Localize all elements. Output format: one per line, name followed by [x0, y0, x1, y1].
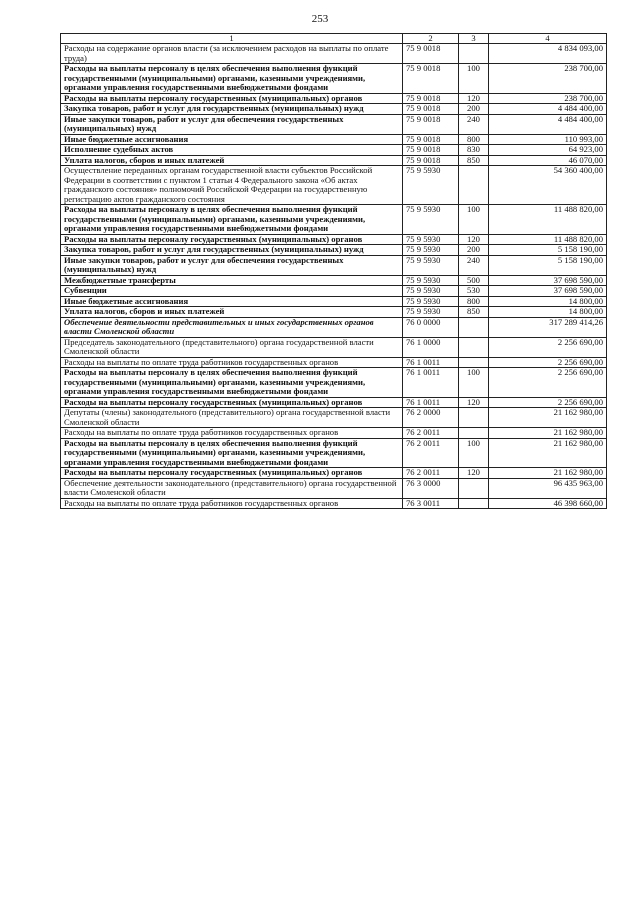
table-row [61, 166, 607, 205]
row-name: Расходы на выплаты персоналу в целях обеспечения выполнения функций государственными (муниципальными) органами, казенными учреждениями, органами управления государственными внебюджетными фондами [61, 205, 403, 235]
row-code: 75 9 5930 [403, 255, 459, 275]
table-row [61, 317, 607, 337]
table-row [61, 275, 607, 286]
row-name: Расходы на выплаты по оплате труда работников государственных органов [61, 357, 403, 368]
row-amount: 54 360 400,00 [489, 166, 607, 205]
row-vr: 830 [459, 145, 489, 156]
row-code: 76 2 0011 [403, 438, 459, 468]
row-amount: 2 256 690,00 [489, 357, 607, 368]
row-amount: 238 700,00 [489, 64, 607, 94]
row-name: Расходы на выплаты по оплате труда работников государственных органов [61, 428, 403, 439]
table-row [61, 478, 607, 498]
row-amount: 2 256 690,00 [489, 397, 607, 408]
row-amount: 14 800,00 [489, 296, 607, 307]
row-amount: 317 289 414,26 [489, 317, 607, 337]
row-code: 75 9 5930 [403, 166, 459, 205]
table-row [61, 286, 607, 297]
row-vr: 100 [459, 368, 489, 398]
row-name: Расходы на выплаты персоналу государственных (муниципальных) органов [61, 468, 403, 479]
row-name: Расходы на выплаты по оплате труда работников государственных органов [61, 498, 403, 509]
row-code: 75 9 0018 [403, 93, 459, 104]
row-code: 75 9 5930 [403, 286, 459, 297]
row-amount: 21 162 980,00 [489, 428, 607, 439]
row-vr [459, 478, 489, 498]
row-code: 76 1 0011 [403, 397, 459, 408]
row-code: 75 9 0018 [403, 44, 459, 64]
row-name: Иные бюджетные ассигнования [61, 134, 403, 145]
row-amount: 2 256 690,00 [489, 368, 607, 398]
row-code: 76 3 0011 [403, 498, 459, 509]
header-name: 1 [61, 34, 403, 44]
table-row [61, 245, 607, 256]
row-code: 75 9 0018 [403, 134, 459, 145]
row-vr [459, 44, 489, 64]
row-code: 75 9 5930 [403, 307, 459, 318]
table-row [61, 145, 607, 156]
row-name: Расходы на выплаты персоналу в целях обеспечения выполнения функций государственными (муниципальными) органами, казенными учреждениями, органами управления государственными внебюджетными фондами [61, 368, 403, 398]
row-code: 76 1 0011 [403, 357, 459, 368]
row-amount: 96 435 963,00 [489, 478, 607, 498]
row-amount: 2 256 690,00 [489, 337, 607, 357]
row-name: Обеспечение деятельности законодательного (представительного) органа государственной власти Смоленской области [61, 478, 403, 498]
row-amount: 37 698 590,00 [489, 275, 607, 286]
row-code: 75 9 0018 [403, 64, 459, 94]
row-vr [459, 428, 489, 439]
row-vr [459, 337, 489, 357]
row-code: 76 1 0000 [403, 337, 459, 357]
table-row [61, 307, 607, 318]
table-row [61, 357, 607, 368]
table-row [61, 337, 607, 357]
row-amount: 5 158 190,00 [489, 255, 607, 275]
row-code: 75 9 0018 [403, 145, 459, 156]
table-row [61, 104, 607, 115]
row-name: Иные бюджетные ассигнования [61, 296, 403, 307]
row-amount: 5 158 190,00 [489, 245, 607, 256]
table-row [61, 44, 607, 64]
row-code: 76 0 0000 [403, 317, 459, 337]
row-vr: 100 [459, 438, 489, 468]
table-row [61, 155, 607, 166]
row-vr: 800 [459, 296, 489, 307]
row-name: Уплата налогов, сборов и иных платежей [61, 307, 403, 318]
table-row [61, 234, 607, 245]
table-row [61, 468, 607, 479]
table-row [61, 428, 607, 439]
row-amount: 21 162 980,00 [489, 468, 607, 479]
row-code: 76 2 0011 [403, 428, 459, 439]
row-vr: 850 [459, 307, 489, 318]
row-code: 76 2 0011 [403, 468, 459, 479]
row-amount: 46 398 660,00 [489, 498, 607, 509]
row-code: 75 9 5930 [403, 275, 459, 286]
row-amount: 37 698 590,00 [489, 286, 607, 297]
row-name: Межбюджетные трансферты [61, 275, 403, 286]
row-code: 75 9 5930 [403, 245, 459, 256]
row-name: Обеспечение деятельности представительных и иных государственных органов власти Смоленской области [61, 317, 403, 337]
row-name: Исполнение судебных актов [61, 145, 403, 156]
row-code: 75 9 0018 [403, 114, 459, 134]
row-name: Осуществление переданных органам государственной власти субъектов Российской Федерации в соответствии с пунктом 1 статьи 4 Федерального закона «Об актах гражданского состояния» полномочий Российской Федерации на государственную регистрацию актов гражданского состояния [61, 166, 403, 205]
table-row [61, 205, 607, 235]
row-vr [459, 166, 489, 205]
row-code: 76 3 0000 [403, 478, 459, 498]
row-amount: 11 488 820,00 [489, 205, 607, 235]
row-vr [459, 498, 489, 509]
row-amount: 4 484 400,00 [489, 104, 607, 115]
row-amount: 21 162 980,00 [489, 438, 607, 468]
header-vr: 3 [459, 34, 489, 44]
row-vr: 530 [459, 286, 489, 297]
table-row [61, 134, 607, 145]
row-code: 76 1 0011 [403, 368, 459, 398]
row-vr: 500 [459, 275, 489, 286]
table-row [61, 408, 607, 428]
row-amount: 110 993,00 [489, 134, 607, 145]
budget-table [60, 33, 607, 509]
row-code: 75 9 0018 [403, 104, 459, 115]
table-row [61, 93, 607, 104]
row-vr: 120 [459, 234, 489, 245]
row-amount: 238 700,00 [489, 93, 607, 104]
row-amount: 4 484 400,00 [489, 114, 607, 134]
row-code: 75 9 5930 [403, 296, 459, 307]
row-name: Закупка товаров, работ и услуг для государственных (муниципальных) нужд [61, 104, 403, 115]
row-name: Расходы на выплаты персоналу государственных (муниципальных) органов [61, 397, 403, 408]
table-row [61, 397, 607, 408]
row-vr [459, 408, 489, 428]
row-name: Иные закупки товаров, работ и услуг для обеспечения государственных (муниципальных) нужд [61, 114, 403, 134]
row-name: Расходы на выплаты персоналу государственных (муниципальных) органов [61, 234, 403, 245]
row-vr: 240 [459, 114, 489, 134]
row-vr: 120 [459, 93, 489, 104]
table-row [61, 498, 607, 509]
row-name: Депутаты (члены) законодательного (представительного) органа государственной власти Смоленской области [61, 408, 403, 428]
row-name: Председатель законодательного (представительного) органа государственной власти Смоленской области [61, 337, 403, 357]
row-amount: 21 162 980,00 [489, 408, 607, 428]
table-row [61, 438, 607, 468]
table-header-row [61, 34, 607, 44]
table-row [61, 296, 607, 307]
row-name: Закупка товаров, работ и услуг для государственных (муниципальных) нужд [61, 245, 403, 256]
row-vr: 120 [459, 468, 489, 479]
row-code: 75 9 5930 [403, 205, 459, 235]
page-number: 253 [311, 13, 329, 25]
row-name: Иные закупки товаров, работ и услуг для обеспечения государственных (муниципальных) нужд [61, 255, 403, 275]
table-row [61, 114, 607, 134]
row-code: 75 9 0018 [403, 155, 459, 166]
row-vr [459, 317, 489, 337]
row-vr: 120 [459, 397, 489, 408]
row-name: Уплата налогов, сборов и иных платежей [61, 155, 403, 166]
header-code: 2 [403, 34, 459, 44]
row-vr: 100 [459, 205, 489, 235]
table-row [61, 64, 607, 94]
row-name: Расходы на выплаты персоналу государственных (муниципальных) органов [61, 93, 403, 104]
row-name: Расходы на выплаты персоналу в целях обеспечения выполнения функций государственными (муниципальными) органами, казенными учреждениями, органами управления государственными внебюджетными фондами [61, 64, 403, 94]
row-amount: 46 070,00 [489, 155, 607, 166]
row-name: Расходы на содержание органов власти (за исключением расходов на выплаты по оплате труда) [61, 44, 403, 64]
row-amount: 14 800,00 [489, 307, 607, 318]
table-row [61, 368, 607, 398]
row-name: Субвенции [61, 286, 403, 297]
row-vr: 240 [459, 255, 489, 275]
row-amount: 64 923,00 [489, 145, 607, 156]
row-vr: 850 [459, 155, 489, 166]
row-vr: 200 [459, 245, 489, 256]
row-amount: 4 834 093,00 [489, 44, 607, 64]
row-vr: 200 [459, 104, 489, 115]
row-code: 76 2 0000 [403, 408, 459, 428]
row-code: 75 9 5930 [403, 234, 459, 245]
row-vr [459, 357, 489, 368]
row-vr: 800 [459, 134, 489, 145]
row-vr: 100 [459, 64, 489, 94]
header-amount: 4 [489, 34, 607, 44]
table-row [61, 255, 607, 275]
row-amount: 11 488 820,00 [489, 234, 607, 245]
row-name: Расходы на выплаты персоналу в целях обеспечения выполнения функций государственными (муниципальными) органами, казенными учреждениями, органами управления государственными внебюджетными фондами [61, 438, 403, 468]
